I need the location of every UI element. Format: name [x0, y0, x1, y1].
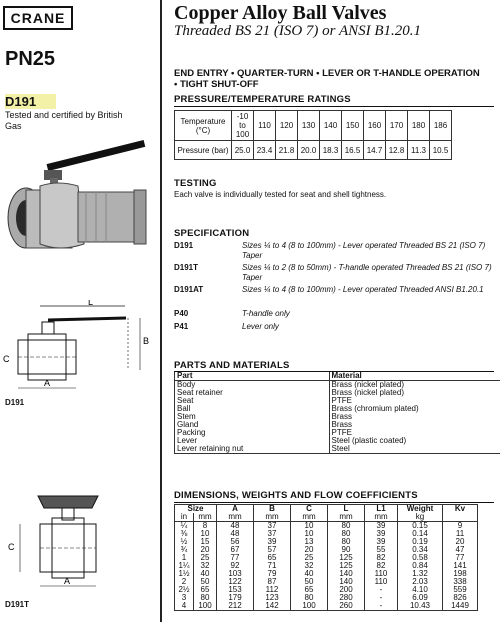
size-in: 2 [175, 578, 194, 586]
part-material: PTFE [329, 429, 500, 437]
testing-text: Each valve is individually tested for seat and shell tightness. [174, 190, 387, 199]
kv: 559 [443, 586, 478, 594]
pressure-cell: 14.7 [364, 141, 386, 160]
dim-a: 179 [217, 594, 254, 602]
dim-a: 67 [217, 546, 254, 554]
col-c: C [291, 505, 328, 514]
dim-a: 56 [217, 538, 254, 546]
table-row [175, 594, 478, 602]
table-row [175, 562, 478, 570]
part-name: Body [175, 381, 330, 390]
weight: 10.43 [398, 602, 443, 611]
part-name: Lever [175, 437, 330, 445]
temp-cell: 180 [408, 111, 430, 141]
dim-l1: 55 [365, 546, 398, 554]
dim-l: 80 [328, 538, 365, 546]
dim-c: 25 [291, 554, 328, 562]
pressure-row [175, 141, 452, 160]
dim-c: 10 [291, 530, 328, 538]
size-mm: 50 [194, 578, 217, 586]
spec-description: Sizes ¼ to 2 (8 to 50mm) - T-handle operated Threaded BS 21 (ISO 7) Taper [242, 263, 492, 282]
size-mm: 10 [194, 530, 217, 538]
pt-ratings-heading: PRESSURE/TEMPERATURE RATINGS [174, 94, 351, 105]
unit-weight: kg [398, 513, 443, 522]
col-material: Material [329, 372, 500, 381]
size-mm: 20 [194, 546, 217, 554]
unit-l: mm [328, 513, 365, 522]
part-material: Steel [329, 445, 500, 454]
dim-l: 200 [328, 586, 365, 594]
weight: 0.58 [398, 554, 443, 562]
spec-code: P40 [174, 309, 189, 318]
spec-code: D191T [174, 263, 199, 272]
dim-b: 57 [254, 546, 291, 554]
dim-label-a: A [64, 576, 71, 586]
dim-a: 122 [217, 578, 254, 586]
size-in: ¾ [175, 546, 194, 554]
col-a: A [217, 505, 254, 514]
temp-cell: -10 to 100 [232, 111, 254, 141]
unit-l1: mm [365, 513, 398, 522]
dim-label-l: L [88, 300, 94, 307]
pressure-cell: 21.8 [276, 141, 298, 160]
dim-l: 125 [328, 562, 365, 570]
temperature-row [175, 111, 452, 141]
features-line: END ENTRY • QUARTER-TURN • LEVER OR T-HANDLE OPERATION • TIGHT SHUT-OFF [174, 68, 480, 90]
pressure-cell: 12.8 [386, 141, 408, 160]
dim-c: 10 [291, 522, 328, 531]
dim-c: 65 [291, 586, 328, 594]
weight: 0.15 [398, 522, 443, 531]
dim-l: 140 [328, 578, 365, 586]
part-material: Brass (nickel plated) [329, 381, 500, 390]
pressure-cell: 20.0 [298, 141, 320, 160]
size-mm: 40 [194, 570, 217, 578]
temp-cell: 160 [364, 111, 386, 141]
table-row [175, 570, 478, 578]
testing-heading: TESTING [174, 178, 217, 189]
col-size: Size [175, 505, 217, 514]
parts-heading: PARTS AND MATERIALS [174, 360, 290, 371]
model-number: D191 [5, 94, 56, 109]
dim-l: 140 [328, 570, 365, 578]
kv: 826 [443, 594, 478, 602]
part-name: Seat retainer [175, 389, 330, 397]
d191t-dimension-drawing [0, 488, 160, 598]
temp-cell: 110 [254, 111, 276, 141]
kv: 47 [443, 546, 478, 554]
dim-b: 142 [254, 602, 291, 611]
dims-units-row [175, 513, 478, 522]
size-in: ⅜ [175, 530, 194, 538]
temp-cell: 186 [430, 111, 452, 141]
dim-b: 87 [254, 578, 291, 586]
size-in: 3 [175, 594, 194, 602]
unit-a: mm [217, 513, 254, 522]
weight: 0.19 [398, 538, 443, 546]
dim-l: 90 [328, 546, 365, 554]
kv: 198 [443, 570, 478, 578]
table-row [175, 522, 478, 531]
pressure-cell: 25.0 [232, 141, 254, 160]
page-title: Copper Alloy Ball Valves [174, 2, 387, 24]
weight: 0.14 [398, 530, 443, 538]
size-in: 1¼ [175, 562, 194, 570]
col-l: L [328, 505, 365, 514]
dim-a: 48 [217, 530, 254, 538]
dim-l1: 39 [365, 538, 398, 546]
pt-ratings-table [174, 110, 452, 160]
size-in: ¼ [175, 522, 194, 531]
weight: 6.09 [398, 594, 443, 602]
spec-code: P41 [174, 322, 189, 331]
dim-l1: 39 [365, 522, 398, 531]
part-name: Packing [175, 429, 330, 437]
dim-l1: 110 [365, 570, 398, 578]
col-kv: Kv [443, 505, 478, 514]
part-material: Brass (nickel plated) [329, 389, 500, 397]
dim-l: 125 [328, 554, 365, 562]
col-part: Part [175, 372, 330, 381]
kv: 11 [443, 530, 478, 538]
unit-in: in [175, 513, 194, 522]
size-in: 2½ [175, 586, 194, 594]
dim-label-c: C [3, 354, 10, 364]
pressure-cell: 18.3 [320, 141, 342, 160]
temperature-label: Temperature (°C) [175, 111, 232, 141]
dim-b: 65 [254, 554, 291, 562]
dim-l1: 39 [365, 530, 398, 538]
part-name: Lever retaining nut [175, 445, 330, 454]
dim-l1: - [365, 594, 398, 602]
dim-a: 103 [217, 570, 254, 578]
d191-dimension-drawing [0, 300, 160, 400]
dim-l1: 82 [365, 562, 398, 570]
specification-heading: SPECIFICATION [174, 228, 250, 239]
dim-c: 13 [291, 538, 328, 546]
weight: 4.10 [398, 586, 443, 594]
table-row [175, 546, 478, 554]
dim-l1: 110 [365, 578, 398, 586]
dim-a: 77 [217, 554, 254, 562]
table-row [175, 602, 478, 611]
size-in: 1½ [175, 570, 194, 578]
ball-valve-photo [0, 140, 150, 250]
section-rule [174, 106, 494, 107]
dimensions-table [174, 504, 478, 611]
kv: 141 [443, 562, 478, 570]
dim-label-c: C [8, 542, 15, 552]
table-row [175, 530, 478, 538]
size-in: 4 [175, 602, 194, 611]
dim-c: 50 [291, 578, 328, 586]
kv: 338 [443, 578, 478, 586]
kv: 20 [443, 538, 478, 546]
dim-c: 40 [291, 570, 328, 578]
pressure-cell: 16.5 [342, 141, 364, 160]
size-in: 1 [175, 554, 194, 562]
dim-l: 80 [328, 530, 365, 538]
kv: 77 [443, 554, 478, 562]
dim-l: 260 [328, 602, 365, 611]
dimensions-heading: DIMENSIONS, WEIGHTS AND FLOW COEFFICIENTS [174, 490, 418, 501]
unit-mm: mm [194, 513, 217, 522]
dim-a: 92 [217, 562, 254, 570]
part-name: Seat [175, 397, 330, 405]
dim-a: 212 [217, 602, 254, 611]
part-material: Brass [329, 421, 500, 429]
page-subtitle: Threaded BS 21 (ISO 7) or ANSI B1.20.1 [174, 23, 422, 39]
section-rule [174, 502, 494, 503]
pressure-label: Pressure (bar) [175, 141, 232, 160]
dim-label-a: A [44, 378, 51, 388]
dim-c: 80 [291, 594, 328, 602]
table-row [175, 554, 478, 562]
size-mm: 25 [194, 554, 217, 562]
size-mm: 32 [194, 562, 217, 570]
dim-l1: - [365, 586, 398, 594]
temp-cell: 130 [298, 111, 320, 141]
table-row [175, 586, 478, 594]
col-l1: L1 [365, 505, 398, 514]
part-name: Stem [175, 413, 330, 421]
size-mm: 100 [194, 602, 217, 611]
part-material: Brass (chromium plated) [329, 405, 500, 413]
weight: 0.34 [398, 546, 443, 554]
pressure-cell: 10.5 [430, 141, 452, 160]
dims-header-row [175, 505, 478, 514]
temp-cell: 140 [320, 111, 342, 141]
dim-b: 79 [254, 570, 291, 578]
left-column [0, 0, 162, 622]
crane-logo: CRANE [3, 6, 73, 30]
certification-note: Tested and certified by British Gas [5, 110, 123, 131]
part-material: PTFE [329, 397, 500, 405]
table-row [175, 445, 500, 454]
part-material: Brass [329, 413, 500, 421]
dim-b: 71 [254, 562, 291, 570]
part-name: Ball [175, 405, 330, 413]
dim-l1: - [365, 602, 398, 611]
spec-description: T-handle only [242, 309, 290, 318]
parts-table [174, 372, 500, 454]
pressure-class: PN25 [5, 48, 56, 70]
dim-c: 32 [291, 562, 328, 570]
d191-drawing-caption: D191 [5, 398, 25, 407]
dim-a: 48 [217, 522, 254, 531]
col-b: B [254, 505, 291, 514]
dim-a: 153 [217, 586, 254, 594]
part-material: Steel (plastic coated) [329, 437, 500, 445]
dim-b: 112 [254, 586, 291, 594]
spec-code: D191AT [174, 285, 204, 294]
spec-description: Sizes ¼ to 4 (8 to 100mm) - Lever operated Threaded ANSI B1.20.1 [242, 285, 484, 294]
part-name: Gland [175, 421, 330, 429]
size-in: ½ [175, 538, 194, 546]
weight: 1.32 [398, 570, 443, 578]
kv: 9 [443, 522, 478, 531]
weight: 2.03 [398, 578, 443, 586]
spec-description: Lever only [242, 322, 279, 331]
size-mm: 80 [194, 594, 217, 602]
pressure-cell: 23.4 [254, 141, 276, 160]
dim-l1: 82 [365, 554, 398, 562]
pressure-cell: 11.3 [408, 141, 430, 160]
col-weight: Weight [398, 505, 443, 514]
spec-code: D191 [174, 241, 194, 250]
table-row [175, 538, 478, 546]
temp-cell: 170 [386, 111, 408, 141]
spec-description: Sizes ¼ to 4 (8 to 100mm) - Lever operated Threaded BS 21 (ISO 7) Taper [242, 241, 486, 260]
d191t-drawing-caption: D191T [5, 600, 30, 609]
dim-b: 123 [254, 594, 291, 602]
dim-c: 20 [291, 546, 328, 554]
dim-b: 39 [254, 538, 291, 546]
unit-c: mm [291, 513, 328, 522]
temp-cell: 150 [342, 111, 364, 141]
temp-cell: 120 [276, 111, 298, 141]
table-row [175, 578, 478, 586]
size-mm: 65 [194, 586, 217, 594]
size-mm: 8 [194, 522, 217, 531]
dim-l: 280 [328, 594, 365, 602]
dim-l: 80 [328, 522, 365, 531]
dim-label-b: B [143, 336, 150, 346]
dim-b: 37 [254, 522, 291, 531]
dim-b: 37 [254, 530, 291, 538]
unit-b: mm [254, 513, 291, 522]
weight: 0.84 [398, 562, 443, 570]
size-mm: 15 [194, 538, 217, 546]
kv: 1449 [443, 602, 478, 611]
dim-c: 100 [291, 602, 328, 611]
